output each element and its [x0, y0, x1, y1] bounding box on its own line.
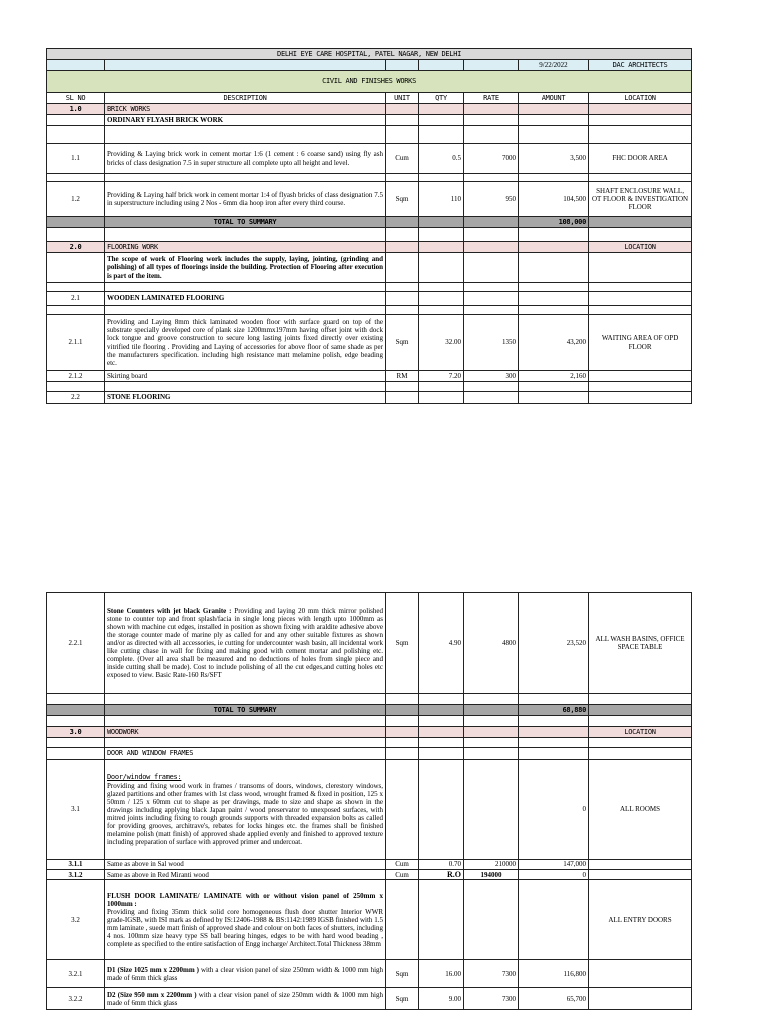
subsection-title: STONE FLOORING [105, 392, 386, 404]
col-rate: RATE [464, 93, 519, 104]
table-row: 2.1.1 Providing and Laying 8mm thick laminated wooden floor with surface guard on top of the substrate specially developed core of plank size 1200mmx197mm having offset joint with dock lock tongue and groove construction to secure long lasting joints fixed directly over existing vitrified tile flooring . Providing and Laying of accessories for above floor of same shade as per the manufacturers specification. including high resistance matt melamine polish, edge beading etc. Sqm 32.00 1350 43,200 WAITING AREA OF OPD FLOOR [47, 315, 692, 371]
table-row: 1.2 Providing & Laying half brick work in cement mortar 1:4 of flyash bricks of class designation 7.5 in superstructure including using 2 Nos - 6mm dia hoop iron after every third course. Sqm 110 950 104,500 SHAFT ENCLOSURE WALL, OT FLOOR & INVESTIGATION FLOOR [47, 182, 692, 217]
subsection-title: ORDINARY FLYASH BRICK WORK [105, 115, 386, 126]
table-row: 3.1.2 Same as above in Red Miranti wood Cum R.O 194000 0 [47, 870, 692, 880]
total-row [47, 217, 692, 228]
col-sl: SL NO [47, 93, 105, 104]
section-row [47, 727, 692, 738]
col-unit: UNIT [386, 93, 419, 104]
col-amount: AMOUNT [519, 93, 589, 104]
item-description: Providing and Laying 8mm thick laminated wooden floor with surface guard on top of the substrate specially developed core of plank size 1200mmx197mm having offset joint with dock lock tongue and groove construction to secure long lasting joints fixed directly over existing vitrified tile flooring . Providing and Laying of accessories for above floor of same shade as per the manufacturers specification. including high resistance matt melamine polish, edge beading etc. [105, 315, 386, 371]
section-title: WOODWORK [105, 727, 386, 738]
firm-cell: DAC ARCHITECTS [589, 60, 692, 71]
scope-row [47, 253, 692, 283]
table-row: 1.1 Providing & Laying brick work in cement mortar 1:6 (1 cement : 6 coarse sand) using fly ash bricks of class designation 7.5 in super structure all complete upto all height and level. Cum 0.5 7000 3,500 FHC DOOR AREA [47, 144, 692, 174]
total-label: TOTAL TO SUMMARY [105, 705, 386, 716]
scope-text: The scope of work of Flooring work includes the supply, laying, jointing, (grinding and polishing) of all types of floorings inside the building. Protection of Flooring after execution is part of the item. [105, 253, 386, 283]
date-row [47, 60, 692, 71]
date-cell: 9/22/2022 [519, 60, 589, 71]
section-number: 3.0 [47, 727, 105, 738]
item-description: Door/window frames: Providing and fixing wood work in frames / transoms of doors, windows, clerestory windows, glazed partitions and other frames with 1st class wood, wrought framed & fixed in position, 125 x 50mm / 125 x 60mm cut to shape as per drawings, made to size and shape as shown in the drawings including applying black Japan paint / wood preservator to unexposed surfaces, with mitred joints including fixing to rough grounds supports with threaded expansion bolts as called for providing grooves, architrave's, rebates for locks hinges etc. the frames shall be finished melamine polish (matt finish) of approved shade applied evenly and finished to approved texture including preparation of surface with approved primer and undercoat. [105, 760, 386, 860]
item-description: Skirting board [105, 371, 386, 382]
works-row [47, 71, 692, 93]
item-description: Providing & Laying brick work in cement mortar 1:6 (1 cement : 6 coarse sand) using fly ash bricks of class designation 7.5 in super structure all complete upto all height and level. [105, 144, 386, 174]
subsection-row [47, 748, 692, 760]
item-description: FLUSH DOOR LAMINATE/ LAMINATE with or without vision panel of 250mm x 1000mm : Providing and fixing 35mm thick solid core homogeneous flush door shutter Interior WWR grade-IGSB, with ISI mark as defined by IS:12406-1988 & BS:1142:1989 IGSB finished with 1.5 mm laminate , suede matt finish of approved shade and colour on both faces of shutters, including 4 nos. 100mm size heavy type SS ball bearing hinges, edges to be with hard wood beading , complete as specified to the entire satisfaction of Engg incharge/ Architect.Total Thickness 38mm [105, 880, 386, 960]
col-qty: QTY [419, 93, 464, 104]
boq-sheet-lower [46, 592, 692, 1010]
location-header: LOCATION [589, 727, 692, 738]
table-row: 3.2 FLUSH DOOR LAMINATE/ LAMINATE with or without vision panel of 250mm x 1000mm : Providing and fixing 35mm thick solid core homogeneous flush door shutter Interior WWR grade-IGSB, with ISI mark as defined by IS:12406-1988 & BS:1142:1989 IGSB finished with 1.5 mm laminate , suede matt finish of approved shade and colour on both faces of shutters, including 4 nos. 100mm size heavy type SS ball bearing hinges, edges to be with hard wood beading , complete as specified to the entire satisfaction of Engg incharge/ Architect.Total Thickness 38mm ALL ENTRY DOORS [47, 880, 692, 960]
col-location: LOCATION [589, 93, 692, 104]
total-row [47, 705, 692, 716]
total-label: TOTAL TO SUMMARY [105, 217, 386, 228]
column-header-row [47, 93, 692, 104]
project-title: DELHI EYE CARE HOSPITAL, PATEL NAGAR, NEW DELHI [47, 49, 692, 60]
section-title: FLOORING WORK [105, 242, 386, 253]
table-row: 3.2.1 D1 (Size 1025 mm x 2200mm ) with a clear vision panel of size 250mm width & 1000 mm high made of 6mm thick glass Sqm 16.00 7300 116,800 [47, 960, 692, 988]
subsection-title: DOOR AND WINDOW FRAMES [105, 748, 386, 760]
table-row: 2.2.1 Stone Counters with jet black Granite : Providing and laying 20 mm thick mirror polished stone to counter top and front splash/facia in single long pieces with length upto 1000mm as shown with machine cut edges, installed in position as shown fixing with araldite adhesive above the storage counter made of marine ply as called for and any other suitable fixtures as shown and/or as directed with all accessories, ie cutting for undercounter wash basin, all incidental work like cutting chase in wall for fixing and making good with cement mortar and polishing etc. complete. (Over all area shall be measured and no deductions of holes from single piece and inside cutting shall be made). Cost to include polishing of all the cut edges,and cutting holes etc exposed to view. Basic Rate-160 Rs/SFT Sqm 4.90 4800 23,520 ALL WASH BASINS, OFFICE SPACE TABLE [47, 593, 692, 694]
works-title: CIVIL AND FINISHES WORKS [47, 71, 692, 93]
total-amount: 68,880 [519, 705, 589, 716]
subsection-row: 2.1 WOODEN LAMINATED FLOORING [47, 292, 692, 306]
section-title: BRICK WORKS [105, 104, 386, 115]
project-row [47, 49, 692, 60]
item-description: Stone Counters with jet black Granite : Providing and laying 20 mm thick mirror polished stone to counter top and front splash/facia in single long pieces with length upto 1000mm as shown with machine cut edges, installed in position as shown fixing with araldite adhesive above the storage counter made of marine ply as called for and any other suitable fixtures as shown and/or as directed with all accessories, ie cutting for undercounter wash basin, all incidental work like cutting chase in wall for fixing and making good with cement mortar and polishing etc. complete. (Over all area shall be measured and no deductions of holes from single piece and inside cutting shall be made). Cost to include polishing of all the cut edges,and cutting holes etc exposed to view. Basic Rate-160 Rs/SFT [105, 593, 386, 694]
section-number: 2.0 [47, 242, 105, 253]
table-row: 2.1.2 Skirting board RM 7.20 300 2,160 [47, 371, 692, 382]
table-row: 3.1 Door/window frames: Providing and fixing wood work in frames / transoms of doors, windows, clerestory windows, glazed partitions and other frames with 1st class wood, wrought framed & fixed in position, 125 x 50mm / 125 x 60mm cut to shape as per drawings, made to size and shape as shown in the drawings including applying black Japan paint / wood preservator to unexposed surfaces, with mitred joints including fixing to rough grounds supports with threaded expansion bolts as called for providing grooves, architrave's, rebates for locks hinges etc. the frames shall be finished melamine polish (matt finish) of approved shade applied evenly and finished to approved texture including preparation of surface with approved primer and undercoat. 0 ALL ROOMS [47, 760, 692, 860]
item-description: Same as above in Red Miranti wood [105, 870, 386, 880]
table-row: 3.2.2 D2 (Size 950 mm x 2200mm ) with a clear vision panel of size 250mm width & 1000 mm high made of 6mm thick glass Sqm 9.00 7300 65,700 [47, 988, 692, 1010]
table-row: 3.1.1 Same as above in Sal wood Cum 0.70 210000 147,000 [47, 860, 692, 870]
subsection-row [47, 115, 692, 126]
item-description: Providing & Laying half brick work in cement mortar 1:4 of flyash bricks of class designation 7.5 in superstructure including using 2 Nos - 6mm dia hoop iron after every third course. [105, 182, 386, 217]
item-description: D1 (Size 1025 mm x 2200mm ) with a clear vision panel of size 250mm width & 1000 mm high made of 6mm thick glass [105, 960, 386, 988]
total-amount: 108,000 [519, 217, 589, 228]
col-description: DESCRIPTION [105, 93, 386, 104]
section-number: 1.0 [47, 104, 105, 115]
item-description: Same as above in Sal wood [105, 860, 386, 870]
location-header: LOCATION [589, 242, 692, 253]
section-row [47, 104, 692, 115]
section-row [47, 242, 692, 253]
item-description: D2 (Size 950 mm x 2200mm ) with a clear vision panel of size 250mm width & 1000 mm high made of 6mm thick glass [105, 988, 386, 1010]
boq-sheet-upper [46, 48, 692, 404]
subsection-title: WOODEN LAMINATED FLOORING [105, 292, 386, 306]
subsection-row: 2.2 STONE FLOORING [47, 392, 692, 404]
